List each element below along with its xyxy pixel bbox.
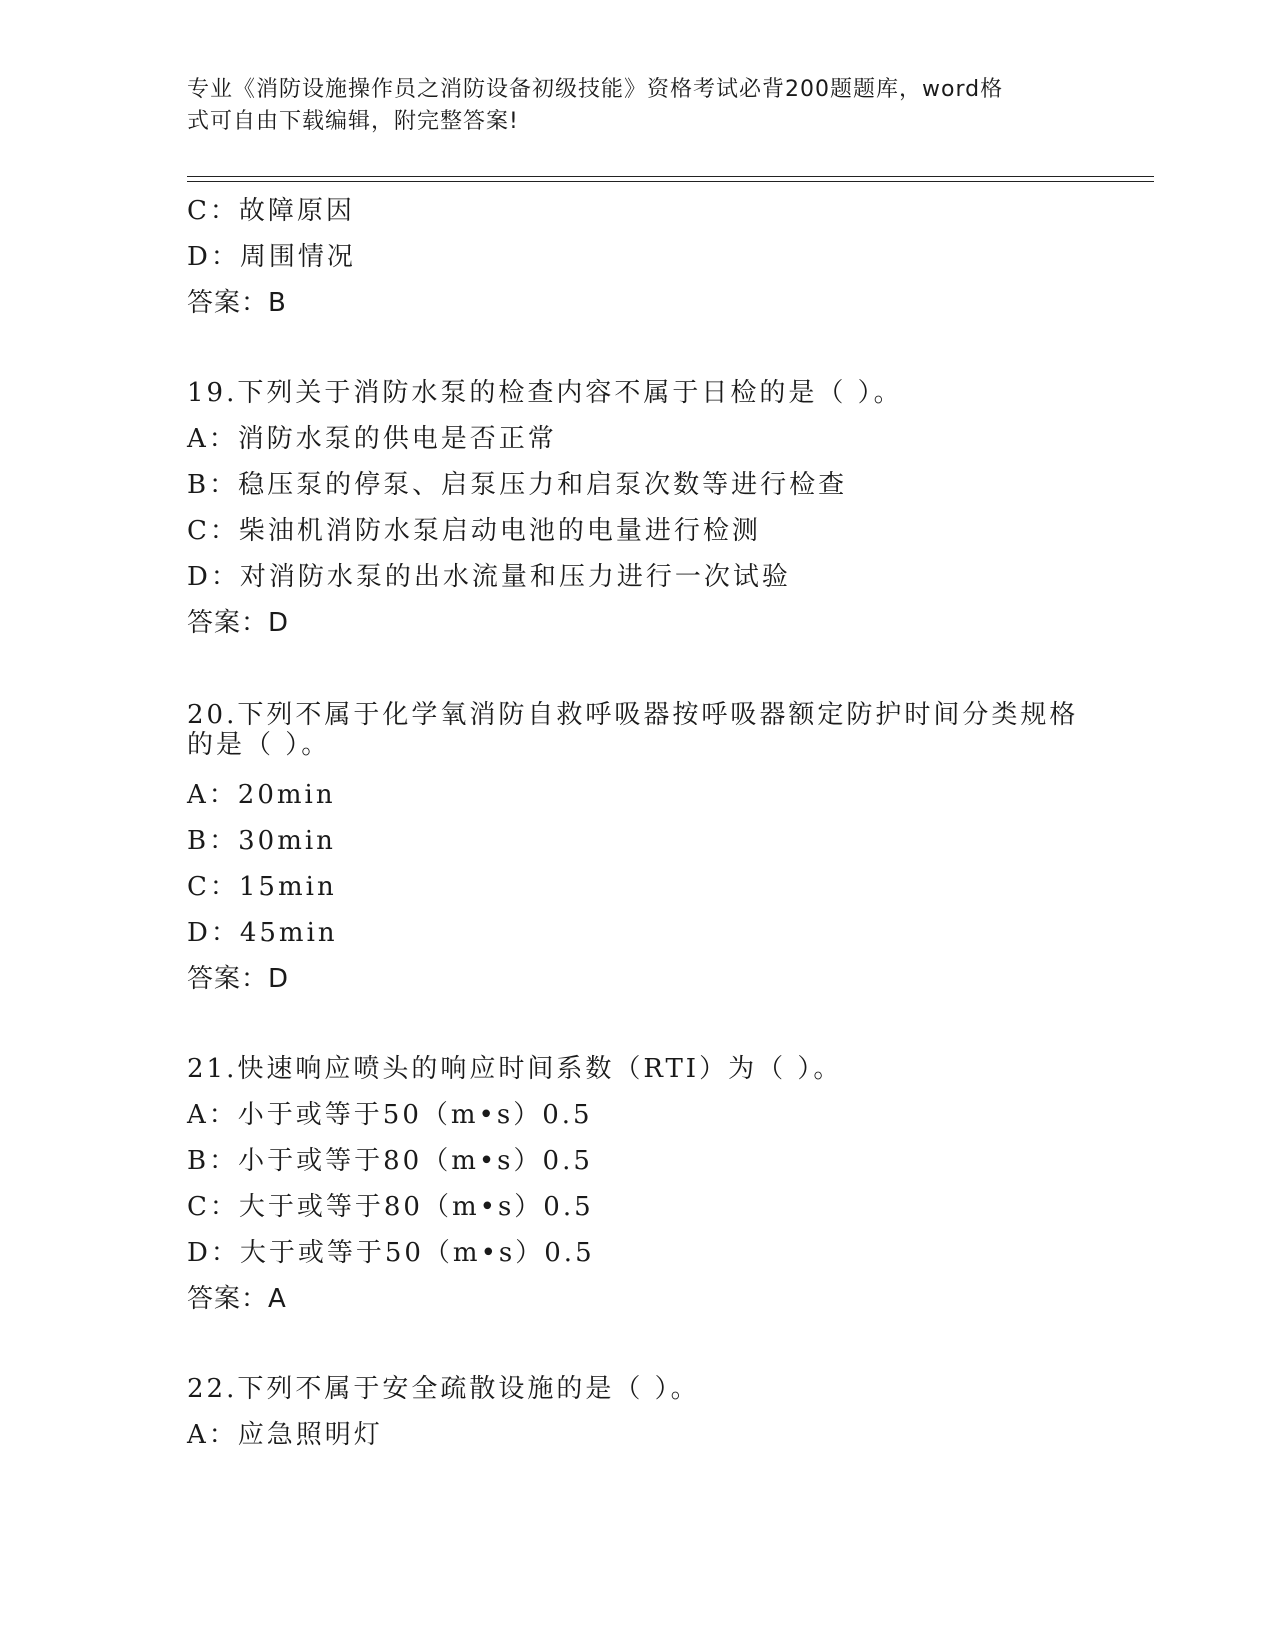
question-19 [187,370,1087,646]
page-header [187,74,1067,138]
spacer [187,1002,1087,1046]
question-stem-line-1: 20.下列不属于化学氧消防自救呼吸器按呼吸器额定防护时间分类规格 [187,700,1079,730]
option-d: D：对消防水泵的出水流量和压力进行一次试验 [187,562,791,592]
spacer [187,326,1087,370]
option-d: D：45min [187,918,338,948]
answer-label: 答案：B [187,288,287,318]
header-divider-bottom [187,181,1154,182]
option-a: A：小于或等于50（m•s）0.5 [187,1100,593,1130]
option-b: B：30min [187,826,336,856]
option-b: B：稳压泵的停泵、启泵压力和启泵次数等进行检查 [187,470,848,500]
header-divider-top [187,176,1154,177]
option-d: D：大于或等于50（m•s）0.5 [187,1238,595,1268]
question-list [187,188,1087,1458]
option-c: C：大于或等于80（m•s）0.5 [187,1192,594,1222]
header-line-2: 式可自由下载编辑，附完整答案! [187,109,519,134]
option-a: A：消防水泵的供电是否正常 [187,424,557,454]
question-22 [187,1366,1087,1458]
spacer [187,1322,1087,1366]
answer-label: 答案：D [187,608,290,638]
option-c: C：15min [187,872,337,902]
option-a: A：20min [187,780,336,810]
question-stem: 19.下列关于消防水泵的检查内容不属于日检的是（ ）。 [187,378,903,408]
question-stem-line-2: 的是（ ）。 [187,730,331,760]
question-stem: 21.快速响应喷头的响应时间系数（RTI）为（ ）。 [187,1054,843,1084]
question-18-remainder [187,188,1087,326]
answer-label: 答案：A [187,1284,287,1314]
answer-label: 答案：D [187,964,290,994]
spacer [187,646,1087,690]
option-c: C：故障原因 [187,196,355,226]
option-b: B：小于或等于80（m•s）0.5 [187,1146,593,1176]
header-line-1: 专业《消防设施操作员之消防设备初级技能》资格考试必背200题题库，word格 [187,77,1004,102]
question-stem: 22.下列不属于安全疏散设施的是（ ）。 [187,1374,700,1404]
question-21 [187,1046,1087,1322]
option-d: D：周围情况 [187,242,356,272]
question-20 [187,700,1087,1002]
option-a: A：应急照明灯 [187,1420,383,1450]
option-c: C：柴油机消防水泵启动电池的电量进行检测 [187,516,761,546]
